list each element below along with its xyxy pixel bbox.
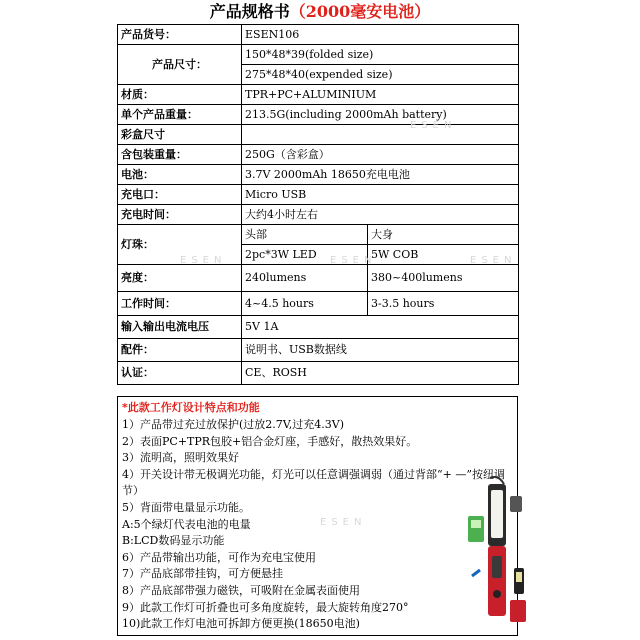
- work-time-body: 3-3.5 hours: [368, 292, 519, 316]
- brightness-body: 380~400lumens: [368, 265, 519, 292]
- feature-line: 6）产品带输出功能，可作为充电宝使用: [122, 550, 316, 564]
- watermark: ESEN: [180, 255, 227, 266]
- row-box-size: [118, 125, 519, 145]
- watermark: ESEN: [470, 255, 517, 266]
- brightness-head: 240lumens: [242, 265, 368, 292]
- row-charge-time: [118, 205, 519, 225]
- led-head-label: 头部: [242, 225, 368, 245]
- size-label: 产品尺寸：: [118, 45, 242, 85]
- page-title: [0, 0, 640, 24]
- spec-table: [117, 24, 519, 385]
- item-no-value: ESEN106: [242, 25, 519, 45]
- battery-label: 电池：: [118, 165, 242, 185]
- led-body-value: 5W COB: [368, 245, 519, 265]
- row-battery: [118, 165, 519, 185]
- io-label: 输入输出电流电压: [118, 316, 242, 339]
- row-io: [118, 316, 519, 339]
- work-time-label: 工作时间：: [118, 292, 242, 316]
- io-value: 5V 1A: [242, 316, 519, 339]
- row-weight: [118, 105, 519, 125]
- feature-line: 4）开关设计带无极调光功能，灯光可以任意调强调弱（通过背部“+ —”按纽调节）: [122, 467, 505, 498]
- cert-label: 认证：: [118, 362, 242, 385]
- feature-line: 3）流明高，照明效果好: [122, 451, 239, 465]
- row-item-no: [118, 25, 519, 45]
- weight-value: 213.5G(including 2000mAh battery): [242, 105, 519, 125]
- material-label: 材质：: [118, 85, 242, 105]
- led-head-value: 2pc*3W LED: [242, 245, 368, 265]
- material-value: TPR+PC+ALUMINIUM: [242, 85, 519, 105]
- watermark: ESEN: [410, 120, 457, 131]
- row-charge-port: [118, 185, 519, 205]
- weight-label: 单个产品重量：: [118, 105, 242, 125]
- feature-line: 9）此款工作灯可折叠也可多角度旋转，最大旋转角度270°: [122, 600, 409, 614]
- row-work-time: [118, 292, 519, 316]
- row-gross-weight: [118, 145, 519, 165]
- gross-weight-value: 250G（含彩盒）: [242, 145, 519, 165]
- feature-line: 7）产品底部带挂钩，可方便悬挂: [122, 567, 283, 581]
- size-folded-value: 150*48*39(folded size): [242, 45, 519, 65]
- accessories-value: 说明书、USB数据线: [242, 339, 519, 362]
- features-title: *此款工作灯设计特点和功能: [122, 401, 260, 414]
- charge-time-label: 充电时间：: [118, 205, 242, 225]
- feature-line: 10)此款工作灯电池可拆卸方便更换(18650电池): [122, 617, 360, 631]
- row-material: [118, 85, 519, 105]
- watermark: ESEN: [320, 517, 367, 528]
- row-accessories: [118, 339, 519, 362]
- box-size-label: 彩盒尺寸: [118, 125, 242, 145]
- gross-weight-label: 含包装重量：: [118, 145, 242, 165]
- row-led-head: [118, 225, 519, 245]
- cert-value: CE、ROSH: [242, 362, 519, 385]
- brightness-label: 亮度：: [118, 265, 242, 292]
- feature-line: 2）表面PC+TPR包胶+铝合金灯座，手感好，散热效果好。: [122, 434, 418, 448]
- accessories-label: 配件：: [118, 339, 242, 362]
- row-brightness: [118, 265, 519, 292]
- work-light-product-image: [468, 476, 528, 630]
- feature-line: 8）产品底部带强力磁铁，可吸附在金属表面使用: [122, 583, 360, 597]
- item-no-label: 产品货号：: [118, 25, 242, 45]
- charge-port-value: Micro USB: [242, 185, 519, 205]
- watermark: ESEN: [330, 255, 377, 266]
- feature-line: 5）背面带电量显示功能。: [122, 500, 250, 514]
- led-body-label: 大身: [368, 225, 519, 245]
- title-main: 产品规格书: [209, 2, 290, 21]
- box-size-value: [242, 125, 519, 145]
- row-cert: [118, 362, 519, 385]
- features-box: [117, 396, 518, 636]
- size-expanded-value: 275*48*40(expended size): [242, 65, 519, 85]
- feature-line: A:5个绿灯代表电池的电量: [122, 517, 251, 531]
- work-time-head: 4~4.5 hours: [242, 292, 368, 316]
- battery-value: 3.7V 2000mAh 18650充电电池: [242, 165, 519, 185]
- feature-line: B:LCD数码显示功能: [122, 534, 225, 548]
- feature-line: 1）产品带过充过放保护(过放2.7V,过充4.3V): [122, 418, 345, 431]
- title-battery-note: （2000毫安电池）: [289, 2, 431, 21]
- charge-time-value: 大约4小时左右: [242, 205, 519, 225]
- charge-port-label: 充电口：: [118, 185, 242, 205]
- led-label: 灯珠：: [118, 225, 242, 265]
- row-size-folded: [118, 45, 519, 65]
